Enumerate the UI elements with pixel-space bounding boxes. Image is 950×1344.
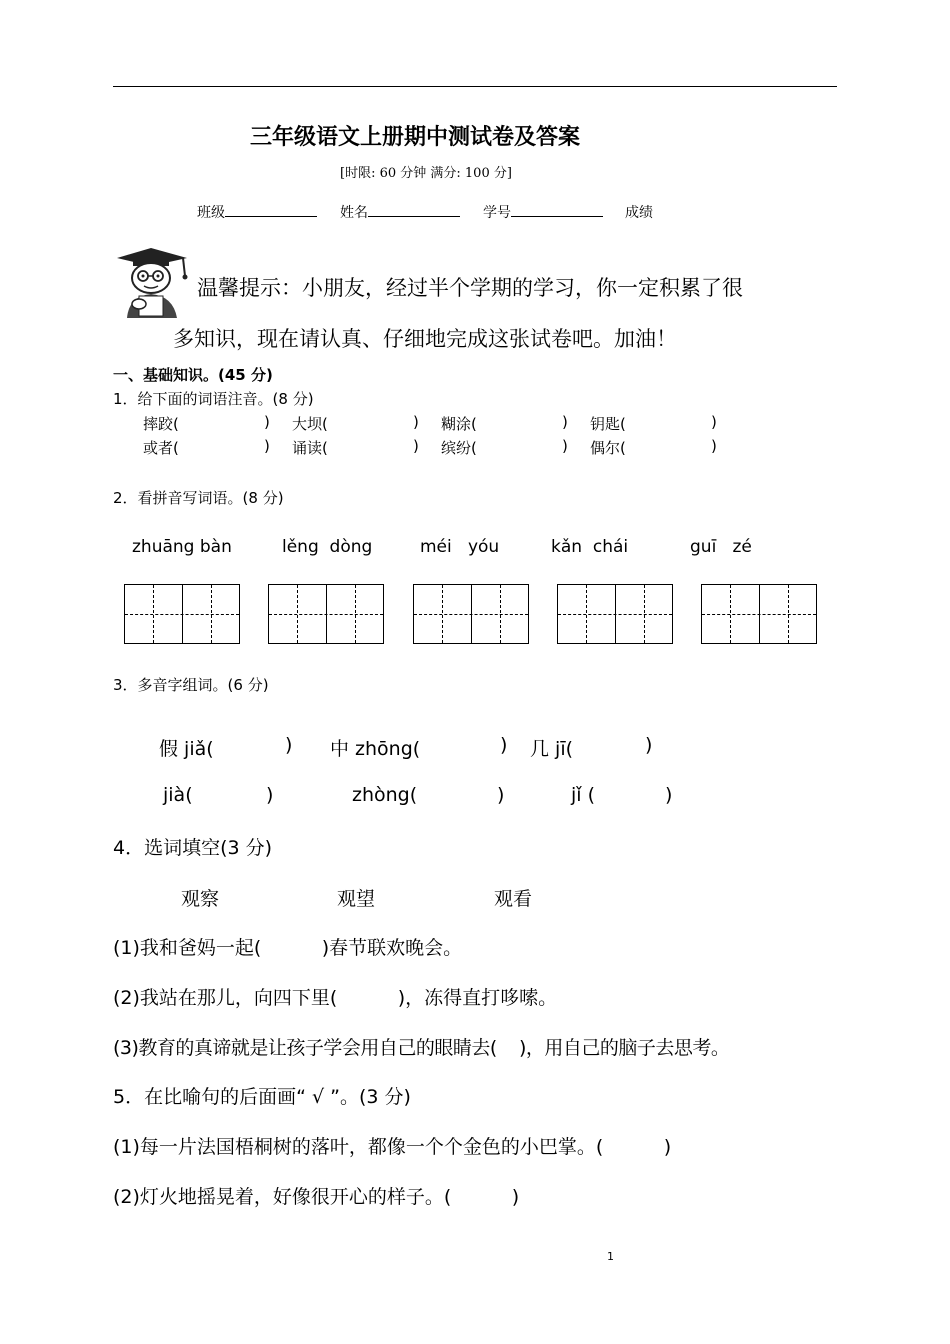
q1-word-6: 诵读(: [292, 439, 328, 457]
q4-item-1[interactable]: (1)我和爸妈一起( )春节联欢晚会。: [113, 937, 463, 959]
q1-blank-5[interactable]: ): [264, 437, 270, 455]
q4-option-2: 观望: [337, 888, 376, 910]
q5-item-2[interactable]: (2)灯火地摇晃着，好像很开心的样子。( ): [113, 1186, 520, 1208]
name-field[interactable]: [340, 202, 460, 222]
writing-grid-3[interactable]: [413, 584, 529, 644]
q3-char-ji: 几 jī(: [530, 738, 574, 760]
writing-grid-1[interactable]: [124, 584, 240, 644]
q1-blank-8[interactable]: ): [711, 437, 717, 455]
number-label: 学号: [483, 205, 511, 221]
q1-blank-7[interactable]: ): [562, 437, 568, 455]
q3-blank-5[interactable]: ): [497, 784, 505, 806]
q3-blank-6[interactable]: ): [665, 784, 673, 806]
header-rule: [113, 86, 837, 87]
q3-blank-2[interactable]: ): [500, 734, 508, 756]
number-blank[interactable]: [511, 202, 603, 217]
q3-blank-3[interactable]: ): [645, 734, 653, 756]
section-1-heading: 一、基础知识。(45 分): [113, 366, 273, 384]
q3-pinyin-ji: jǐ (: [571, 784, 596, 806]
q1-blank-2[interactable]: ): [413, 413, 419, 431]
q1-blank-1[interactable]: ): [264, 413, 270, 431]
q1-word-4: 钥匙(: [590, 415, 626, 433]
class-field[interactable]: [197, 202, 317, 222]
q1-blank-6[interactable]: ): [413, 437, 419, 455]
q2-title: 2．看拼音写词语。(8 分): [113, 489, 284, 507]
q4-option-3: 观看: [494, 888, 533, 910]
name-blank[interactable]: [368, 202, 460, 217]
graduate-cartoon-icon: [113, 246, 193, 320]
q2-pinyin-2: lěng dòng: [282, 537, 373, 557]
q3-pinyin-zhong: zhòng(: [352, 784, 418, 806]
q1-word-1: 摔跤(: [143, 415, 179, 433]
q3-blank-4[interactable]: ): [266, 784, 274, 806]
q1-word-3: 糊涂(: [441, 415, 477, 433]
class-label: 班级: [197, 205, 225, 221]
q2-pinyin-3: méi yóu: [420, 537, 500, 557]
q4-item-3[interactable]: (3)教育的真谛就是让孩子学会用自己的眼睛去( )，用自己的脑子去思考。: [113, 1037, 730, 1059]
tip-line-2: 多知识，现在请认真、仔细地完成这张试卷吧。加油！: [173, 327, 677, 351]
q1-word-5: 或者(: [143, 439, 179, 457]
q1-blank-3[interactable]: ): [562, 413, 568, 431]
q3-char-zhong: 中 zhōng(: [330, 738, 421, 760]
q1-word-8: 偶尔(: [590, 439, 626, 457]
page-title: 三年级语文上册期中测试卷及答案: [250, 124, 581, 150]
q3-blank-1[interactable]: ): [285, 734, 293, 756]
q3-title: 3．多音字组词。(6 分): [113, 676, 269, 694]
tip-line-1: 温馨提示：小朋友，经过半个学期的学习，你一定积累了很: [197, 276, 743, 300]
name-label: 姓名: [340, 205, 368, 221]
writing-grid-4[interactable]: [557, 584, 673, 644]
q1-word-2: 大坝(: [292, 415, 328, 433]
class-blank[interactable]: [225, 202, 317, 217]
q5-item-1[interactable]: (1)每一片法国梧桐树的落叶，都像一个个金色的小巴掌。( ): [113, 1136, 672, 1158]
q2-pinyin-1: zhuāng bàn: [132, 537, 232, 557]
q1-blank-4[interactable]: ): [711, 413, 717, 431]
q3-pinyin-jia: jià(: [163, 784, 193, 806]
q3-char-jia: 假 jiǎ(: [159, 738, 214, 760]
q4-item-2[interactable]: (2)我站在那儿，向四下里( )，冻得直打哆嗦。: [113, 987, 558, 1009]
writing-grid-2[interactable]: [268, 584, 384, 644]
score-label: 成绩: [625, 205, 653, 221]
q2-pinyin-5: guī zé: [690, 537, 752, 557]
page-number: 1: [607, 1250, 614, 1263]
q4-option-1: 观察: [181, 888, 220, 910]
number-field[interactable]: [483, 202, 603, 222]
writing-grid-5[interactable]: [701, 584, 817, 644]
q1-word-7: 缤纷(: [441, 439, 477, 457]
q2-pinyin-4: kǎn chái: [551, 537, 629, 557]
q1-title: 1．给下面的词语注音。(8 分): [113, 390, 314, 408]
exam-time-limit: [时限: 60 分钟 满分: 100 分]: [340, 166, 512, 181]
q5-title: 5．在比喻句的后面画“ √ ”。(3 分): [113, 1086, 411, 1108]
q4-title: 4．选词填空(3 分): [113, 837, 273, 859]
